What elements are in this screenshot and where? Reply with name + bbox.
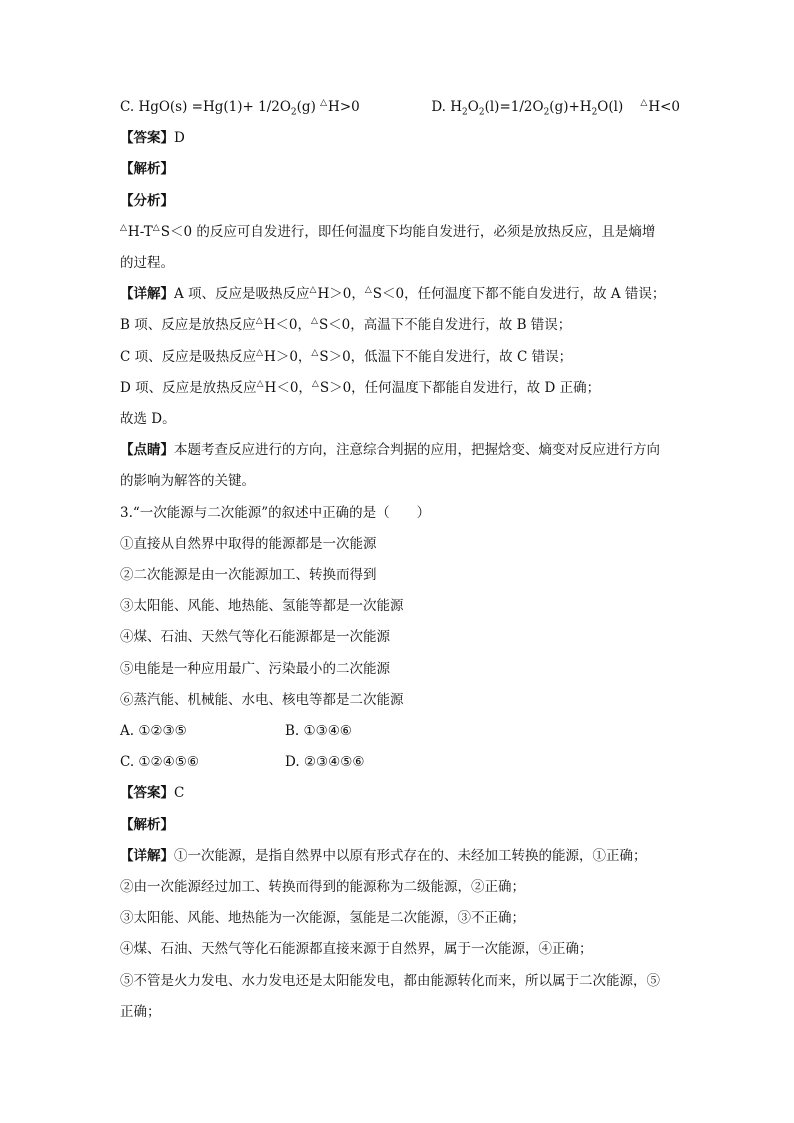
detail-tag: 【详解】 [120, 847, 174, 864]
detail-tag: 【详解】 [120, 286, 174, 303]
delta-symbol: △ [640, 98, 648, 108]
q2-option-c: C. $HgO(s) =Hg(1)+ 1/2O_2(g)$ △H>0 [120, 98, 360, 118]
q2-detail-d: D 项、反应是放热反应△H＜0，△S＞0，任何温度下都能自发进行，故 D 正确； [120, 378, 601, 396]
q2-fenxi-line2: 的过程。 [120, 255, 174, 272]
q3-options-ab [120, 716, 680, 747]
q3-option-b: B. ①③④⑥ [285, 723, 352, 740]
q3-option-d: D. ②③④⑤⑥ [285, 754, 365, 771]
q3-option-a: A. ①②③⑤ [120, 723, 187, 740]
q3-stem: 3.“一次能源与二次能源”的叙述中正确的是（ ） [120, 504, 431, 521]
answer-tag: 【答案】 [120, 785, 174, 802]
q2-option-d: D. $H_2O_2(l)=1/2O_2(g)+H_2O(l)$ △H<0 [431, 98, 680, 118]
q3-statement: ④煤、石油、天然气等化石能源都是一次能源 [120, 629, 390, 646]
q3-statement: ⑥蒸汽能、机械能、水电、核电等都是二次能源 [120, 691, 404, 708]
q3-detail: ⑤不管是火力发电、水力发电还是太阳能发电，都由能源转化而来，所以属于二次能源，⑤ [120, 972, 660, 989]
q3-statement: ①直接从自然界中取得的能源都是一次能源 [120, 535, 377, 552]
q3-statement: ②二次能源是由一次能源加工、转换而得到 [120, 567, 377, 584]
q3-statement: ③太阳能、风能、地热能、氢能等都是一次能源 [120, 598, 404, 615]
q3-answer [120, 778, 680, 809]
q2-analysis-tag: 【解析】 [120, 161, 174, 178]
q2-comment-line1: 【点睛】本题考查反应进行的方向，注意综合判据的应用，把握焓变、熵变对反应进行方向 [120, 442, 660, 459]
q2-detail-c: C 项、反应是吸热反应△H＞0，△S＞0，低温下不能自发进行，故 C 错误； [120, 347, 573, 365]
q3-analysis-tag: 【解析】 [120, 816, 174, 833]
q3-option-c: C. ①②④⑤⑥ [120, 754, 199, 771]
document-page [120, 92, 680, 1028]
q3-detail: ④煤、石油、天然气等化石能源都直接来源于自然界，属于一次能源，④正确； [120, 941, 593, 958]
q3-detail: 【详解】①一次能源，是指自然界中以原有形式存在的、未经加工转换的能源，①正确； [120, 847, 647, 864]
q2-conclusion: 故选 D。 [120, 411, 176, 428]
q2-answer [120, 123, 680, 154]
answer-tag: 【答案】 [120, 130, 174, 147]
answer-value: C [174, 785, 185, 802]
delta-symbol: △ [320, 98, 328, 108]
q3-detail: 正确； [120, 1003, 161, 1020]
q2-fenxi-tag: 【分析】 [120, 192, 174, 209]
comment-tag: 【点睛】 [120, 442, 174, 459]
q2-detail-b: B 项、反应是放热反应△H＜0，△S＜0，高温下不能自发进行，故 B 错误； [120, 316, 572, 334]
q2-comment-line2: 的影响为解答的关键。 [120, 473, 255, 490]
q2-options-cd [120, 92, 680, 123]
q3-statement: ⑤电能是一种应用最广、污染最小的二次能源 [120, 660, 390, 677]
q2-detail-a: 【详解】A 项、反应是吸热反应△H＞0，△S＜0，任何温度下都不能自发进行，故 A 错误； [120, 285, 666, 303]
q2-fenxi-line1: △H-T△S＜0 的反应可自发进行，即任何温度下均能自发进行，必须是放热反应，且是熵增 [120, 222, 656, 240]
q3-detail: ③太阳能、风能、地热能为一次能源，氢能是二次能源，③不正确； [120, 910, 525, 927]
answer-value: D [174, 130, 185, 147]
q3-detail: ②由一次能源经过加工、转换而得到的能源称为二级能源，②正确； [120, 879, 525, 896]
q3-options-cd [120, 747, 680, 778]
